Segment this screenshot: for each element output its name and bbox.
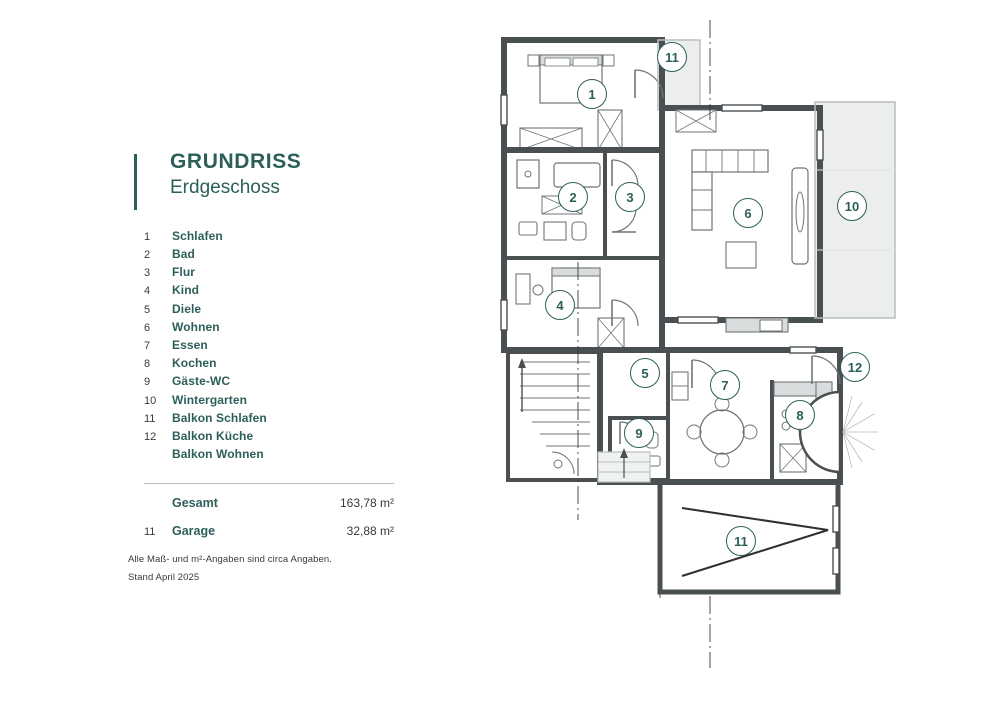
stair-newel	[554, 460, 562, 468]
legend-item-label: Gäste-WC	[172, 374, 231, 389]
legend-item-label: Kind	[172, 283, 200, 298]
room-badge-11-garage: 11	[726, 526, 756, 556]
legend-item	[144, 411, 398, 429]
legend-item-number: 7	[144, 339, 151, 352]
dining-chair	[715, 453, 729, 467]
total-row-number: 11	[144, 526, 156, 539]
total-row-value: 32,88 m²	[346, 524, 394, 539]
legend-item-label: Flur	[172, 265, 196, 280]
title-accent-rule	[134, 154, 137, 210]
footnote-date: Stand April 2025	[128, 572, 200, 584]
window-schlafen-left	[501, 95, 507, 125]
total-row-value: 163,78 m²	[339, 496, 394, 511]
page-subtitle: Erdgeschoss	[170, 177, 280, 199]
legend-item-label: Wohnen	[172, 319, 220, 334]
legend-item-label: Wintergarten	[172, 392, 248, 407]
room-badge-1: 1	[577, 79, 607, 109]
window-wohnen-bottom	[678, 317, 718, 323]
legend-item-number: 1	[144, 230, 151, 243]
legend-item-label: Balkon Wohnen	[172, 447, 264, 462]
legend-item-label: Essen	[172, 337, 208, 352]
total-row	[144, 496, 394, 510]
room-badge-9: 9	[624, 418, 654, 448]
footnotes	[128, 554, 398, 583]
room-badge-12: 12	[840, 352, 870, 382]
shower-cabin	[517, 160, 539, 188]
legend-item-number: 8	[144, 358, 151, 371]
legend-item-number: 4	[144, 285, 151, 298]
legend-item	[144, 338, 398, 356]
garage-side-window-2	[833, 548, 839, 574]
room-badge-10: 10	[837, 191, 867, 221]
legend-item-label: Balkon Schlafen	[172, 410, 267, 425]
stair-arrow-head	[518, 358, 526, 368]
legend-item-number: 11	[144, 412, 156, 425]
total-row-label: Gesamt	[172, 496, 218, 511]
page-title: GRUNDRISS	[170, 150, 302, 173]
window-wohnen-top	[722, 105, 762, 111]
total-row	[144, 524, 394, 538]
legend-item-number: 9	[144, 376, 151, 389]
footnote-disclaimer: Alle Maß- und m²-Angaben sind circa Angaben.	[128, 554, 333, 566]
coffee-table-wohnen	[726, 242, 756, 268]
floorplan-drawing	[460, 0, 1000, 704]
legend-item	[144, 320, 398, 338]
legend-list	[144, 229, 398, 465]
room-badge-5: 5	[630, 358, 660, 388]
legend-item	[144, 229, 398, 247]
dining-chair	[687, 425, 701, 439]
total-row-label: Garage	[172, 524, 216, 539]
legend-item	[144, 265, 398, 283]
sideboard-wohnen	[792, 168, 808, 264]
legend-item-label: Bad	[172, 247, 195, 262]
legend-item-label: Schlafen	[172, 228, 223, 243]
room-badge-7: 7	[710, 370, 740, 400]
nightstand-left	[528, 55, 539, 66]
bed-kind-headboard	[552, 268, 600, 276]
stair-curve	[552, 452, 574, 474]
window-kind	[501, 300, 507, 330]
stove-wohnen	[760, 320, 782, 331]
legend-panel	[128, 150, 398, 590]
sofa-wohnen	[692, 150, 768, 172]
legend-item-label: Kochen	[172, 356, 217, 371]
legend-item	[144, 247, 398, 265]
legend-item-number: 3	[144, 267, 151, 280]
legend-item-number: 5	[144, 303, 151, 316]
door-swing-balkon-kueche	[812, 356, 840, 384]
washbasin-bad	[519, 222, 537, 235]
legend-item	[144, 302, 398, 320]
balkon-kueche-rays	[843, 396, 878, 468]
legend-item-number: 6	[144, 321, 151, 334]
nightstand-right	[603, 55, 614, 66]
desk-kind	[516, 274, 530, 304]
legend-item	[144, 374, 398, 392]
room-badge-2: 2	[558, 182, 588, 212]
window-wohnen-right	[817, 130, 823, 160]
dining-table	[700, 410, 744, 454]
legend-item-label: Diele	[172, 301, 202, 316]
staircase-steps	[520, 362, 590, 446]
room-badge-6: 6	[733, 198, 763, 228]
totals-section	[144, 483, 394, 538]
garage-side-window	[833, 506, 839, 532]
plan-geometry	[501, 20, 895, 668]
chair-kind	[533, 285, 543, 295]
toilet-bad	[572, 222, 586, 240]
legend-item-number: 10	[144, 394, 157, 407]
dining-chair	[743, 425, 757, 439]
legend-item	[144, 393, 398, 411]
pillow-right	[573, 58, 598, 66]
cabinet-bad	[544, 222, 566, 240]
legend-item-label: Balkon Küche	[172, 428, 254, 443]
legend-item	[144, 283, 398, 301]
title-block	[128, 150, 398, 201]
legend-item-number: 2	[144, 249, 151, 262]
sofa-wohnen-side	[692, 172, 712, 230]
legend-item	[144, 429, 398, 447]
legend-item-number: 12	[144, 430, 157, 443]
legend-item	[144, 447, 398, 465]
legend-item	[144, 356, 398, 374]
room-badge-11-balkon: 11	[657, 42, 687, 72]
pillow-left	[545, 58, 570, 66]
room-badge-4: 4	[545, 290, 575, 320]
room-badge-3: 3	[615, 182, 645, 212]
window-kochen-top	[790, 347, 816, 353]
room-badge-8: 8	[785, 400, 815, 430]
